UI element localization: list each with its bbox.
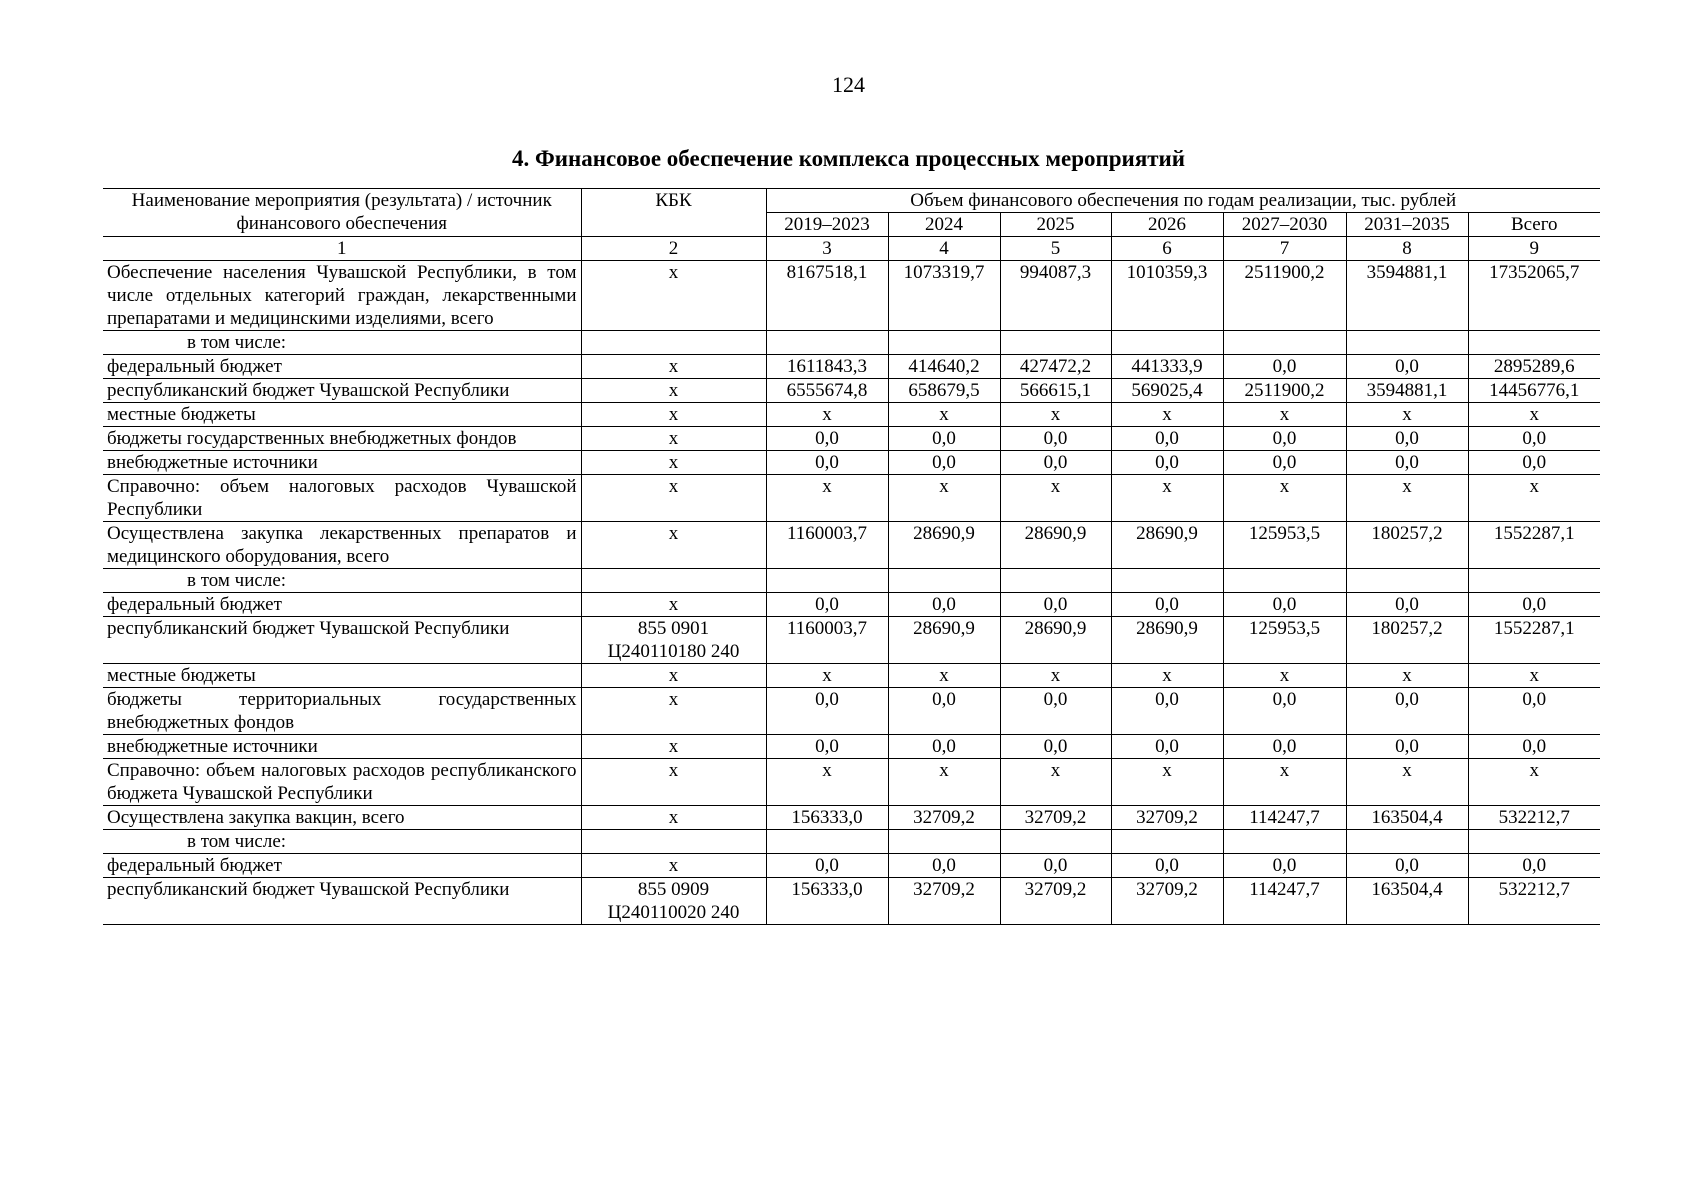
row-value: 994087,3 [1000, 261, 1111, 331]
row-value: 0,0 [766, 427, 888, 451]
column-number: 5 [1000, 237, 1111, 261]
row-kbk: х [581, 593, 766, 617]
row-value [766, 830, 888, 854]
row-value: х [766, 403, 888, 427]
row-value: 0,0 [1346, 854, 1468, 878]
row-name: федеральный бюджет [103, 593, 581, 617]
table-row [103, 759, 1600, 806]
row-value: 0,0 [1346, 355, 1468, 379]
row-total: 0,0 [1468, 735, 1600, 759]
row-value: 566615,1 [1000, 379, 1111, 403]
table-row [103, 806, 1600, 830]
table-row [103, 569, 1600, 593]
row-value: 28690,9 [1111, 522, 1223, 569]
row-value: 0,0 [1223, 593, 1346, 617]
row-value: 0,0 [888, 593, 1000, 617]
row-value: х [1346, 475, 1468, 522]
header-year: 2025 [1000, 213, 1111, 237]
row-value: 0,0 [766, 854, 888, 878]
row-kbk: х [581, 427, 766, 451]
table-body [103, 189, 1600, 925]
row-value: 28690,9 [1111, 617, 1223, 664]
row-value [888, 830, 1000, 854]
row-value: 125953,5 [1223, 522, 1346, 569]
table-row [103, 451, 1600, 475]
row-value: х [1111, 475, 1223, 522]
row-value: 32709,2 [1000, 806, 1111, 830]
header-kbk: КБК [581, 189, 766, 237]
header-name: Наименование мероприятия (результата) / источник финансового обеспечения [103, 189, 581, 237]
row-value: 0,0 [1111, 593, 1223, 617]
row-kbk: х [581, 261, 766, 331]
row-value: 1160003,7 [766, 522, 888, 569]
row-kbk: 855 0909 Ц240110020 240 [581, 878, 766, 925]
table-row [103, 830, 1600, 854]
row-value [1223, 331, 1346, 355]
row-value: 163504,4 [1346, 878, 1468, 925]
row-value [766, 569, 888, 593]
row-value: 32709,2 [888, 878, 1000, 925]
row-value [1111, 331, 1223, 355]
row-total: 1552287,1 [1468, 617, 1600, 664]
row-value: 3594881,1 [1346, 261, 1468, 331]
row-name: в том числе: [103, 331, 581, 355]
table-row [103, 379, 1600, 403]
row-value: 3594881,1 [1346, 379, 1468, 403]
table-row [103, 403, 1600, 427]
table-row [103, 331, 1600, 355]
row-value: 0,0 [1000, 735, 1111, 759]
row-total: 1552287,1 [1468, 522, 1600, 569]
row-value: 0,0 [1346, 427, 1468, 451]
row-total: х [1468, 759, 1600, 806]
row-value: х [1346, 759, 1468, 806]
row-kbk: х [581, 355, 766, 379]
row-value: 0,0 [1111, 427, 1223, 451]
row-total: 0,0 [1468, 593, 1600, 617]
column-number: 9 [1468, 237, 1600, 261]
row-value: 0,0 [888, 735, 1000, 759]
row-value: 180257,2 [1346, 617, 1468, 664]
row-value: 0,0 [888, 451, 1000, 475]
row-total: 2895289,6 [1468, 355, 1600, 379]
row-total: х [1468, 403, 1600, 427]
row-kbk: х [581, 806, 766, 830]
row-value: 0,0 [1223, 451, 1346, 475]
row-value [1346, 569, 1468, 593]
row-name: бюджеты государственных внебюджетных фондов [103, 427, 581, 451]
row-name: внебюджетные источники [103, 735, 581, 759]
row-value: 0,0 [1000, 451, 1111, 475]
column-number: 3 [766, 237, 888, 261]
row-value: х [888, 664, 1000, 688]
header-year: 2027–2030 [1223, 213, 1346, 237]
row-value: 0,0 [1223, 355, 1346, 379]
row-value: 0,0 [766, 451, 888, 475]
row-value: 0,0 [1111, 854, 1223, 878]
row-kbk: х [581, 522, 766, 569]
row-kbk [581, 830, 766, 854]
row-value [1346, 830, 1468, 854]
row-value: 114247,7 [1223, 806, 1346, 830]
row-value: 0,0 [766, 688, 888, 735]
table-row [103, 617, 1600, 664]
row-value: 28690,9 [888, 617, 1000, 664]
row-value: 125953,5 [1223, 617, 1346, 664]
row-value: х [1223, 403, 1346, 427]
row-value: х [1111, 403, 1223, 427]
row-value: х [1111, 759, 1223, 806]
row-value: 0,0 [1346, 593, 1468, 617]
row-total: 0,0 [1468, 688, 1600, 735]
row-value [1223, 569, 1346, 593]
row-value [766, 331, 888, 355]
column-number: 2 [581, 237, 766, 261]
row-value: 32709,2 [1000, 878, 1111, 925]
row-value: х [1223, 759, 1346, 806]
row-value [1000, 331, 1111, 355]
row-total [1468, 569, 1600, 593]
row-value: 0,0 [1223, 427, 1346, 451]
row-value: х [1346, 664, 1468, 688]
header-year: 2031–2035 [1346, 213, 1468, 237]
row-value: 441333,9 [1111, 355, 1223, 379]
row-value [1223, 830, 1346, 854]
row-kbk: 855 0901 Ц240110180 240 [581, 617, 766, 664]
row-value: 0,0 [1000, 854, 1111, 878]
table-row [103, 735, 1600, 759]
row-value: х [766, 664, 888, 688]
header-year: 2024 [888, 213, 1000, 237]
row-value: 0,0 [766, 735, 888, 759]
row-value: 1073319,7 [888, 261, 1000, 331]
row-value: 32709,2 [888, 806, 1000, 830]
row-value: х [1223, 475, 1346, 522]
row-name: в том числе: [103, 830, 581, 854]
row-value: 2511900,2 [1223, 379, 1346, 403]
row-name: республиканский бюджет Чувашской Республики [103, 617, 581, 664]
row-kbk: х [581, 451, 766, 475]
header-volume: Объем финансового обеспечения по годам реализации, тыс. рублей [766, 189, 1600, 213]
row-total: х [1468, 664, 1600, 688]
row-name: федеральный бюджет [103, 854, 581, 878]
row-total: 532212,7 [1468, 806, 1600, 830]
row-name: Осуществлена закупка вакцин, всего [103, 806, 581, 830]
row-value: 569025,4 [1111, 379, 1223, 403]
row-value: 0,0 [766, 593, 888, 617]
row-total [1468, 830, 1600, 854]
row-name: в том числе: [103, 569, 581, 593]
row-value: х [1346, 403, 1468, 427]
row-value: 156333,0 [766, 806, 888, 830]
row-kbk: х [581, 475, 766, 522]
row-value [1000, 830, 1111, 854]
row-value: х [888, 403, 1000, 427]
row-name: бюджеты территориальных государственных внебюджетных фондов [103, 688, 581, 735]
row-value: 28690,9 [1000, 617, 1111, 664]
column-number: 4 [888, 237, 1000, 261]
row-total: х [1468, 475, 1600, 522]
row-value: 0,0 [888, 854, 1000, 878]
row-value: 1010359,3 [1111, 261, 1223, 331]
row-total [1468, 331, 1600, 355]
row-value: 2511900,2 [1223, 261, 1346, 331]
row-value: х [1000, 759, 1111, 806]
financing-table [103, 188, 1600, 925]
row-value: 0,0 [1111, 688, 1223, 735]
row-value: 8167518,1 [766, 261, 888, 331]
row-value [1111, 569, 1223, 593]
row-kbk [581, 331, 766, 355]
row-kbk: х [581, 854, 766, 878]
row-value: 0,0 [1000, 427, 1111, 451]
row-value: х [1000, 475, 1111, 522]
row-value: 0,0 [1346, 451, 1468, 475]
row-value: 32709,2 [1111, 878, 1223, 925]
row-value: х [1000, 403, 1111, 427]
column-number: 7 [1223, 237, 1346, 261]
row-value: 414640,2 [888, 355, 1000, 379]
row-value: 0,0 [1223, 688, 1346, 735]
row-kbk: х [581, 664, 766, 688]
section-title: 4. Финансовое обеспечение комплекса процессных мероприятий [511, 146, 1186, 171]
row-value: 114247,7 [1223, 878, 1346, 925]
row-value [1000, 569, 1111, 593]
table-row [103, 522, 1600, 569]
row-value: 1160003,7 [766, 617, 888, 664]
table-row [103, 688, 1600, 735]
row-kbk: х [581, 379, 766, 403]
row-value: х [766, 759, 888, 806]
row-value: х [1000, 664, 1111, 688]
table-row [103, 427, 1600, 451]
row-value [888, 569, 1000, 593]
row-total: 532212,7 [1468, 878, 1600, 925]
row-kbk: х [581, 759, 766, 806]
header-total: Всего [1468, 213, 1600, 237]
row-value: х [1223, 664, 1346, 688]
column-number: 1 [103, 237, 581, 261]
row-name: внебюджетные источники [103, 451, 581, 475]
row-name: республиканский бюджет Чувашской Республики [103, 379, 581, 403]
page-number: 124 [832, 72, 865, 97]
row-value: 658679,5 [888, 379, 1000, 403]
row-value: х [766, 475, 888, 522]
table-row [103, 854, 1600, 878]
row-value: 0,0 [1000, 593, 1111, 617]
column-number: 8 [1346, 237, 1468, 261]
row-value: 0,0 [1346, 735, 1468, 759]
row-kbk [581, 569, 766, 593]
row-total: 0,0 [1468, 427, 1600, 451]
row-name: Обеспечение населения Чувашской Республики, в том числе отдельных категорий граждан, лекарственными препаратами и медицинскими изделиями, всего [103, 261, 581, 331]
row-total: 0,0 [1468, 451, 1600, 475]
row-value: 1611843,3 [766, 355, 888, 379]
row-value: 0,0 [1000, 688, 1111, 735]
table-row [103, 878, 1600, 925]
row-name: Справочно: объем налоговых расходов Чувашской Республики [103, 475, 581, 522]
row-name: федеральный бюджет [103, 355, 581, 379]
table-row [103, 261, 1600, 331]
row-value [1346, 331, 1468, 355]
row-value: 32709,2 [1111, 806, 1223, 830]
row-value: х [888, 475, 1000, 522]
table-row [103, 355, 1600, 379]
table-row [103, 664, 1600, 688]
table-row [103, 475, 1600, 522]
row-value: 0,0 [1223, 735, 1346, 759]
row-value: 0,0 [888, 427, 1000, 451]
row-value: 0,0 [1111, 451, 1223, 475]
row-value: 180257,2 [1346, 522, 1468, 569]
row-value: 0,0 [888, 688, 1000, 735]
row-value: 0,0 [1111, 735, 1223, 759]
header-year: 2026 [1111, 213, 1223, 237]
row-name: Справочно: объем налоговых расходов республиканского бюджета Чувашской Республики [103, 759, 581, 806]
row-kbk: х [581, 688, 766, 735]
row-total: 14456776,1 [1468, 379, 1600, 403]
row-value [1111, 830, 1223, 854]
row-value [888, 331, 1000, 355]
row-value: х [888, 759, 1000, 806]
row-name: Осуществлена закупка лекарственных препаратов и медицинского оборудования, всего [103, 522, 581, 569]
row-value: 28690,9 [888, 522, 1000, 569]
row-value: 6555674,8 [766, 379, 888, 403]
row-name: республиканский бюджет Чувашской Республики [103, 878, 581, 925]
table-row [103, 593, 1600, 617]
row-value: 163504,4 [1346, 806, 1468, 830]
row-kbk: х [581, 403, 766, 427]
row-value: 427472,2 [1000, 355, 1111, 379]
header-row [103, 189, 1600, 213]
row-value: 0,0 [1346, 688, 1468, 735]
header-year: 2019–2023 [766, 213, 888, 237]
row-kbk: х [581, 735, 766, 759]
row-value: 28690,9 [1000, 522, 1111, 569]
row-total: 0,0 [1468, 854, 1600, 878]
column-numbers-row [103, 237, 1600, 261]
row-total: 17352065,7 [1468, 261, 1600, 331]
column-number: 6 [1111, 237, 1223, 261]
row-name: местные бюджеты [103, 403, 581, 427]
row-value: х [1111, 664, 1223, 688]
row-value: 0,0 [1223, 854, 1346, 878]
row-name: местные бюджеты [103, 664, 581, 688]
row-value: 156333,0 [766, 878, 888, 925]
